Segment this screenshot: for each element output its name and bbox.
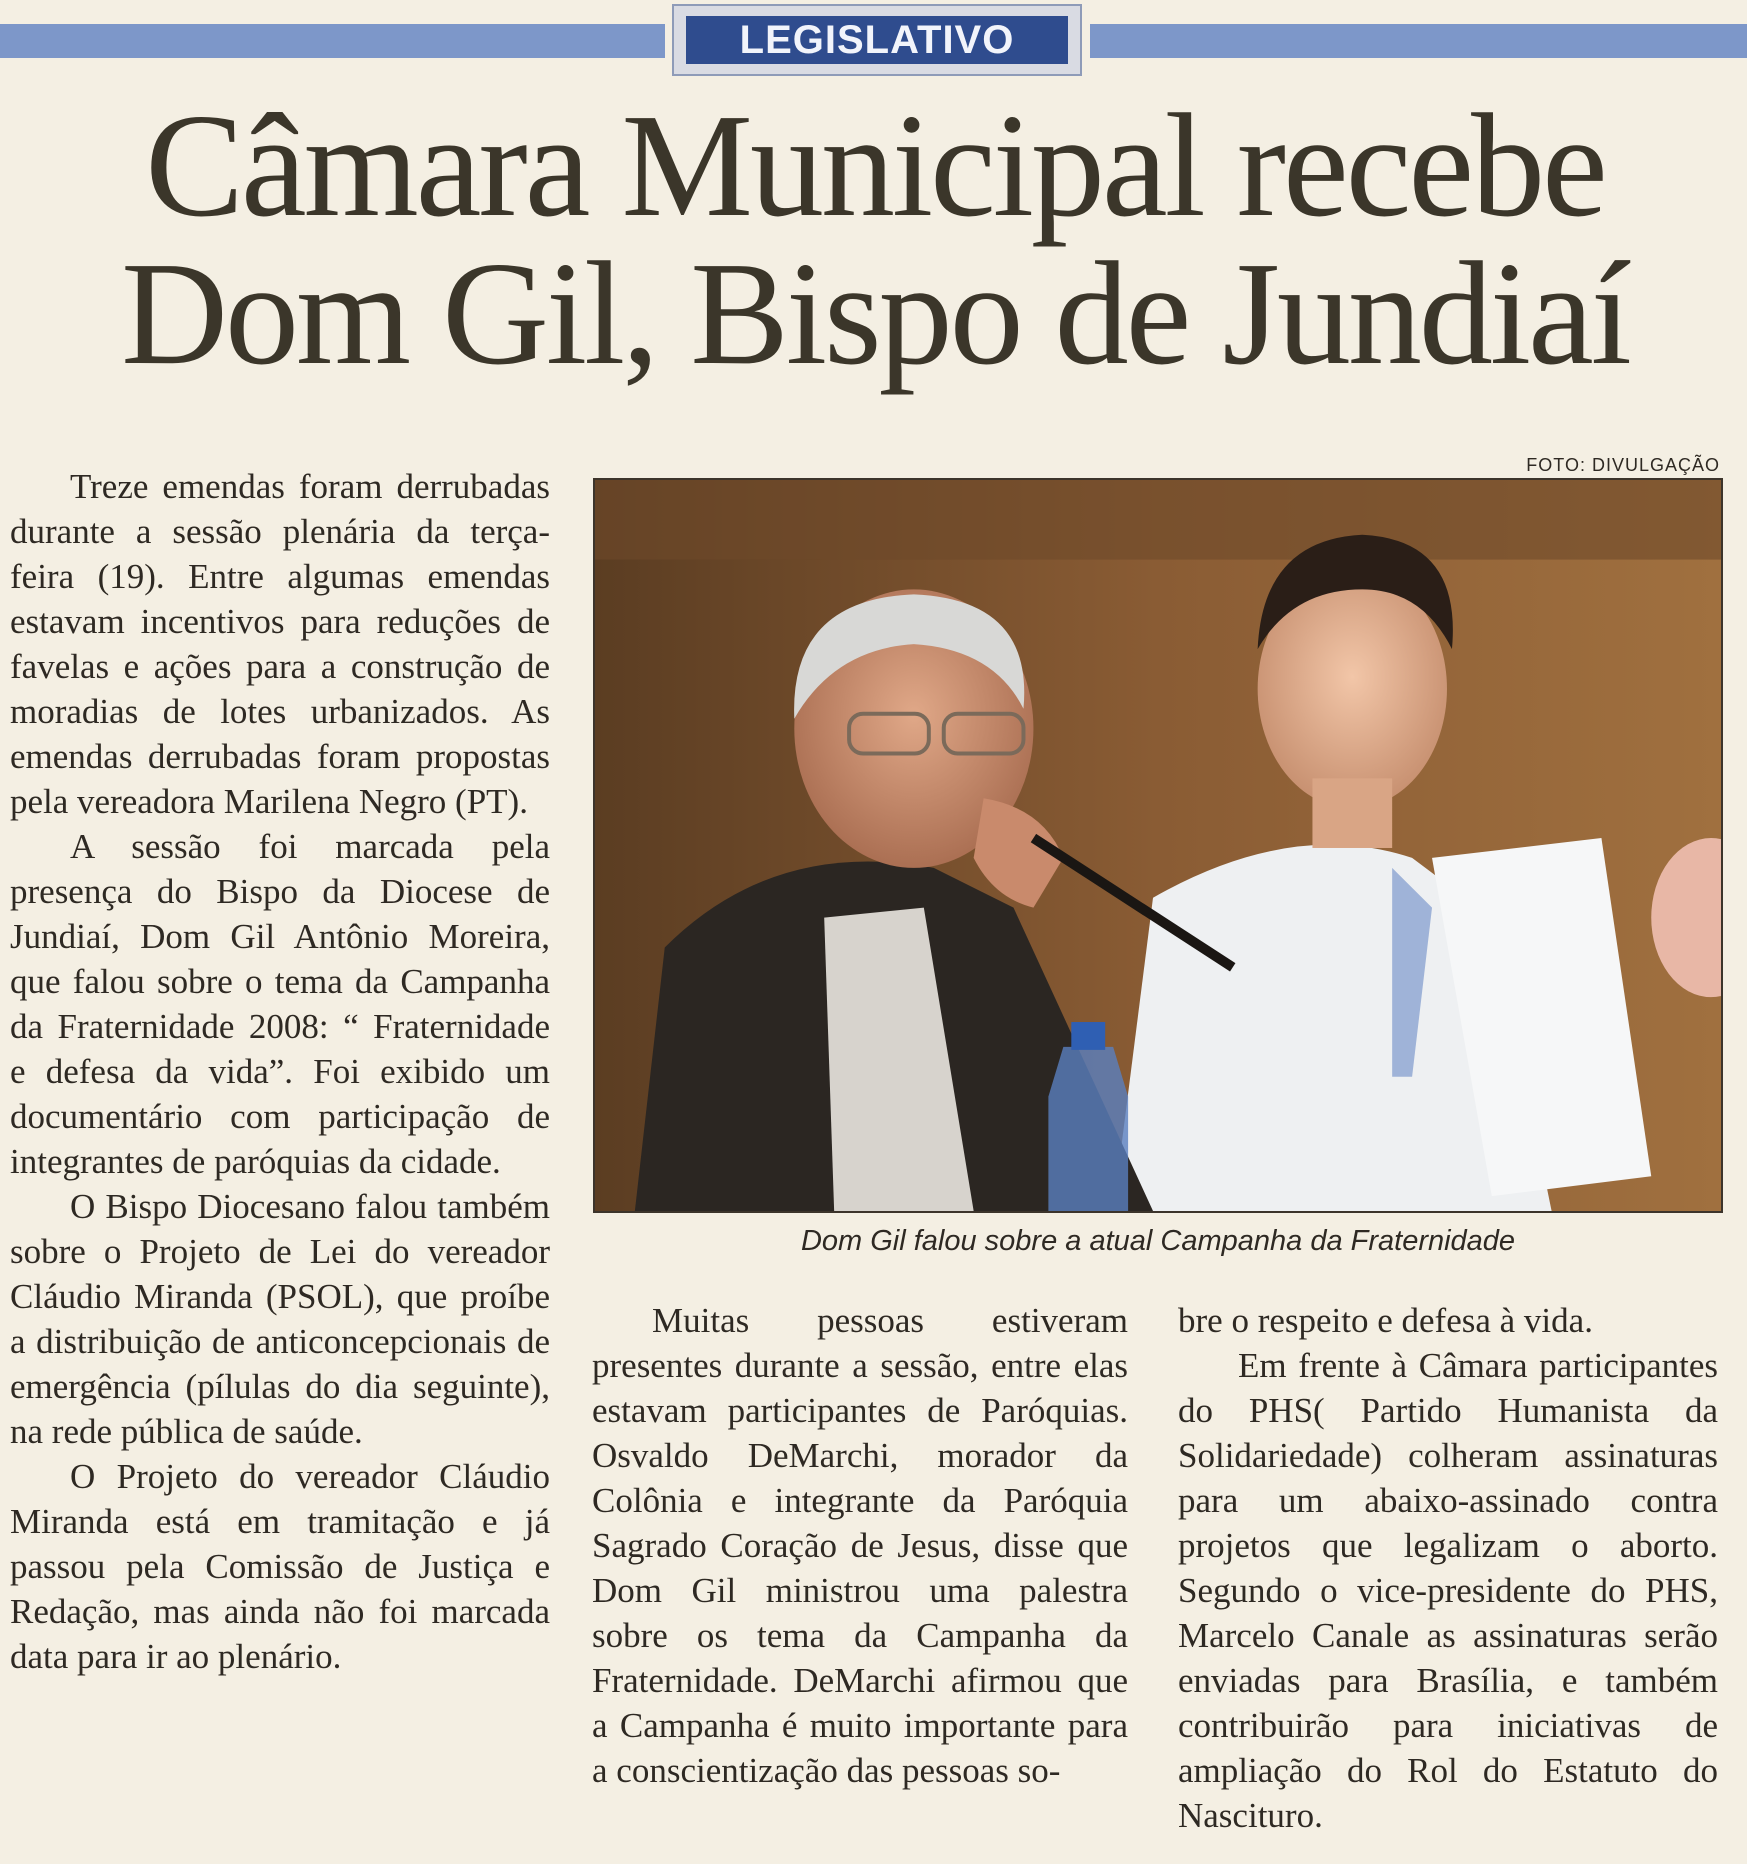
paragraph: Muitas pessoas estiveram presentes durante a sessão, entre elas estavam participantes de Paróquias. Osvaldo DeMarchi, morador da Colônia e integrante da Paróquia Sagrado Coração de Jesus, disse que Dom Gil ministrou uma palestra sobre os tema da Campanha da Fraternidade. DeMarchi afirmou que a Campanha é muito importante para a conscientização das pessoas so-: [592, 1301, 1128, 1790]
section-banner: [672, 4, 1082, 76]
section-label: LEGISLATIVO: [686, 16, 1068, 64]
paragraph: Treze emendas foram derrubadas durante a sessão plenária da terça-feira (19). Entre algumas emendas estavam incentivos para reduções de favelas e ações para a construção de moradias de lotes urbanizados. As emendas derrubadas foram propostas pela vereadora Marilena Negro (PT).: [10, 467, 550, 821]
section-rule-left: [0, 24, 665, 58]
photo-credit: FOTO: DIVULGAÇÃO: [1526, 455, 1720, 475]
paragraph: O Projeto do vereador Cláudio Miranda está em tramitação e já passou pela Comissão de Justiça e Redação, mas ainda não foi marcada data para ir ao plenário.: [10, 1457, 550, 1676]
article-column-2: [592, 1298, 1128, 1793]
section-rule-right: [1090, 24, 1747, 58]
photo-illustration: [595, 480, 1721, 1211]
headline-line-2: Dom Gil, Bispo de Jundiaí: [121, 232, 1629, 396]
photo-caption: Dom Gil falou sobre a atual Campanha da Fraternidade: [800, 1225, 1516, 1257]
article-column-3: [1178, 1298, 1718, 1838]
paragraph: O Bispo Diocesano falou também sobre o Projeto de Lei do vereador Cláudio Miranda (PSOL), que proíbe a distribuição de anticoncepcionais de emergência (pílulas do dia seguinte), na rede pública de saúde.: [10, 1187, 550, 1451]
news-photo: [593, 478, 1723, 1213]
article-column-1: [10, 464, 550, 1679]
paragraph: A sessão foi marcada pela presença do Bispo da Diocese de Jundiaí, Dom Gil Antônio Moreira, que falou sobre o tema da Campanha da Fraternidade 2008: “ Fraternidade e defesa da vida”. Foi exibido um documentário com participação de integrantes de paróquias da cidade.: [10, 827, 550, 1181]
headline: [20, 84, 1730, 396]
headline-line-1: Câmara Municipal recebe: [145, 84, 1605, 248]
paragraph: bre o respeito e defesa à vida.: [1178, 1301, 1593, 1340]
paragraph: Em frente à Câmara participantes do PHS( Partido Humanista da Solidariedade) colheram assinaturas para um abaixo-assinado contra projetos que legalizam o aborto. Segundo o vice-presidente do PHS, Marcelo Canale as assinaturas serão enviadas para Brasília, e também contribuirão para iniciativas de ampliação do Rol do Estatuto do Nascituro.: [1178, 1346, 1718, 1835]
